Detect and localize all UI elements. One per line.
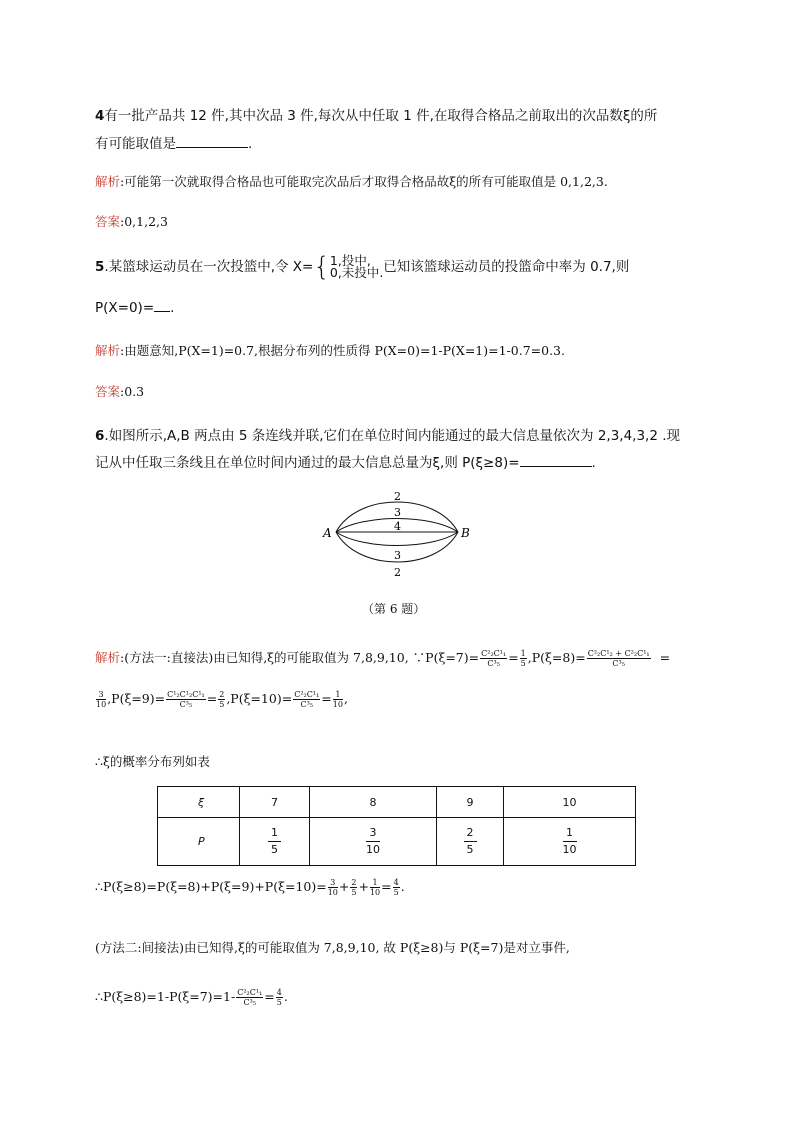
p8-value-den: 10 [96,700,107,709]
q6-method1-text: :(方法一:直接法)由已知得,ξ的可能取值为 7,8,9,10, ∵P(ξ=7)= [120,650,480,665]
q4-answer-text: :0,1,2,3 [120,214,168,229]
q6-analysis-label: 解析 [95,650,121,665]
q5-cases [330,255,383,279]
q5-analysis-label: 解析 [95,343,121,358]
q6-analysis-line1 [95,648,670,668]
sum-frac-3 [370,878,380,897]
q4-analysis-label: 解析 [95,174,121,189]
table-prob-2 [310,818,437,866]
p10-value-num: 1 [333,690,343,700]
table-prob-1-num: 1 [268,825,281,842]
p9-eq: = [206,691,218,706]
table-prob-3-den: 5 [466,843,474,856]
final-result-den: 5 [276,998,282,1007]
q5-answer-text: :0.3 [120,384,145,399]
q6-stem-1: .如图所示,A,B 两点由 5 条连线并联,它们在单位时间内能通过的最大信息量依次为 2,3,4,3,2 .现 [104,428,681,444]
p8-eq: = [659,650,671,665]
table-cell-9: 9 [437,787,504,818]
q5-case-1: 1,投中, [329,253,371,268]
diagram-line-inner-bottom [336,532,458,546]
q6-stem-2: 记从中任取三条线且在单位时间内通过的最大信息总量为ξ,则 P(ξ≥8)= [95,455,520,471]
sum-text: ∴P(ξ≥8)=P(ξ=8)+P(ξ=9)+P(ξ=10)= [95,879,327,894]
table-cell-xi: ξ [158,787,240,818]
final-result-num: 4 [276,988,282,997]
q4-analysis-text: :可能第一次就取得合格品也可能取完次品后才取得合格品故ξ的所有可能取值是 0,1,2,3. [120,174,608,189]
sum-frac-1-num: 3 [328,878,338,888]
sum-result [393,878,400,897]
sum-frac-2-den: 5 [351,888,357,897]
final-expr [236,988,263,1007]
q5-line1 [95,254,629,280]
q5-answer-blank[interactable] [154,300,170,312]
q4-end: . [248,136,253,152]
q6-method2: (方法二:间接法)由已知得,ξ的可能取值为 7,8,9,10, 故 P(ξ≥8)与 P(ξ=7)是对立事件, [95,940,570,955]
q5-brace: { [313,252,330,282]
q4-line1 [95,104,657,124]
table-prob-2-den: 10 [366,843,380,856]
q4-stem-1: 有一批产品共 12 件,其中次品 3 件,每次从中任取 1 件,在取得合格品之前取出的次品数ξ的所 [104,108,658,124]
q4-line2 [95,132,252,152]
sum-frac-2-num: 2 [351,878,357,887]
diagram-label-1: 2 [394,490,401,503]
p7-value-num: 1 [520,649,526,658]
table-prob-2-num: 3 [366,825,380,842]
p9-value-den: 5 [219,700,225,709]
sum-eq: = [381,879,392,894]
q4-answer-blank[interactable] [176,136,248,148]
q5-answer-label: 答案 [95,384,121,399]
final-text: ∴P(ξ≥8)=1-P(ξ=7)=1- [95,989,236,1004]
table-prob-row [158,818,636,866]
p7-expr-num: C²₂C¹₁ [481,649,507,658]
distribution-table [157,786,636,866]
p9-value-num: 2 [219,690,225,699]
sum-result-num: 4 [393,878,399,887]
table-cell-10: 10 [504,787,636,818]
diagram-label-4: 3 [394,549,401,562]
sum-dot: . [400,879,405,894]
p9-expr [166,690,206,709]
p9-expr-num: C¹₂C¹₂C¹₁ [167,690,205,699]
p8-text: ,P(ξ=8)= [527,650,586,665]
p8-expr-num: C²₂C¹₂ + C²₂C¹₁ [587,649,650,658]
p10-expr [293,690,320,709]
p10-expr-num: C²₂C¹₁ [294,690,320,699]
q6-number: 6 [95,428,105,444]
p7-value [520,649,527,668]
q6-table-intro: ∴ξ的概率分布列如表 [95,754,210,769]
table-cell-7: 7 [240,787,310,818]
table-prob-4 [504,818,636,866]
sum-frac-3-num: 1 [370,878,380,888]
p9-value [218,690,225,709]
p10-text: ,P(ξ=10)= [226,691,293,706]
final-eq: = [264,989,275,1004]
p8-value-num: 3 [96,690,106,700]
sum-plus-2: + [358,879,369,894]
q6-final-line [95,988,288,1007]
q6-line1 [95,424,680,444]
q6-analysis-line2 [95,690,348,709]
p7-eq: = [508,650,519,665]
table-cell-8: 8 [310,787,437,818]
q5-analysis-text: :由题意知,P(X=1)=0.7,根据分布列的性质得 P(X=0)=1-P(X=1)=1-0.7=0.3. [120,343,565,358]
q6-line2 [95,451,596,471]
table-cell-p: P [158,818,240,866]
sum-result-den: 5 [393,888,399,897]
p9-text: ,P(ξ=9)= [107,691,166,706]
q5-end: . [170,300,175,316]
p9-expr-den: C³₅ [179,700,193,709]
p10-eq: = [321,691,332,706]
table-header-row [158,787,636,818]
q5-answer [95,382,144,400]
sum-frac-1-den: 10 [327,888,338,897]
p10-value [333,690,343,709]
q5-stem-1: .某篮球运动员在一次投篮中,令 X= [104,259,314,275]
q6-diagram-caption: （第 6 题） [362,602,426,616]
final-result [276,988,283,1007]
diagram-point-a: A [323,526,332,540]
q5-analysis [95,341,565,359]
p8-expr [587,649,651,668]
q6-diagram [318,486,478,586]
p10-value-den: 10 [332,700,343,709]
table-prob-1-den: 5 [271,843,278,856]
diagram-label-2: 3 [394,506,401,519]
q6-sum-line [95,878,405,897]
q5-stem-3: P(X=0)= [95,300,155,316]
p7-value-den: 5 [520,659,526,668]
p8-expr-den: C³₅ [612,659,625,668]
table-prob-3-num: 2 [464,825,477,842]
q5-stem-2: 已知该篮球运动员的投篮命中率为 0.7,则 [383,259,630,275]
p7-expr-den: C³₅ [487,659,500,668]
table-prob-1 [240,818,310,866]
p7-expr [480,649,507,668]
q6-answer-blank[interactable] [520,455,592,467]
q6-end: . [591,455,596,471]
q5-number: 5 [95,259,105,275]
q4-stem-2: 有可能取值是 [95,136,176,152]
sum-frac-1 [328,878,338,897]
q4-answer-label: 答案 [95,214,121,229]
diagram-label-5: 2 [394,566,401,579]
q5-line2 [95,300,174,316]
final-expr-den: C³₅ [243,998,257,1007]
table-prob-4-den: 10 [562,843,577,856]
sum-frac-2 [350,878,357,897]
q5-case-2: 0,未投中. [329,265,384,280]
p10-comma: , [343,691,348,706]
table-prob-4-num: 1 [563,825,577,842]
q4-analysis [95,172,608,190]
diagram-point-b: B [461,526,470,540]
diagram-label-3: 4 [394,520,401,533]
table-prob-3 [437,818,504,866]
q4-number: 4 [95,108,105,124]
sum-plus-1: + [338,879,350,894]
sum-frac-3-den: 10 [369,888,381,897]
q4-answer [95,212,168,230]
p8-value [96,690,106,709]
final-dot: . [283,989,288,1004]
final-expr-num: C²₂C¹₁ [237,988,263,997]
p10-expr-den: C³₅ [300,700,314,709]
